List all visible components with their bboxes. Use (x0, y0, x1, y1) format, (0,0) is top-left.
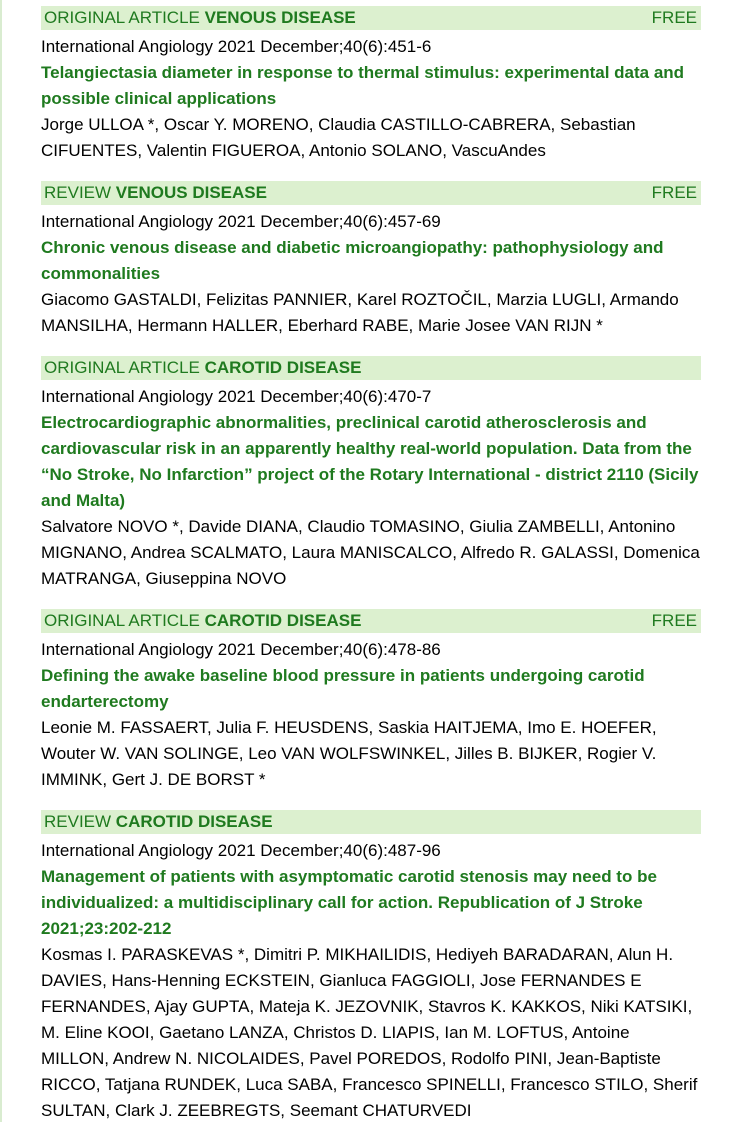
article-header (41, 609, 701, 633)
article-item (41, 181, 701, 339)
article-header (41, 356, 701, 380)
free-badge: FREE (651, 183, 697, 202)
article-authors: Kosmas I. PARASKEVAS *, Dimitri P. MIKHAILIDIS, Hediyeh BARADARAN, Alun H. DAVIES, Hans-Henning ECKSTEIN, Gianluca FAGGIOLI, Jose FERNANDES E FERNANDES, Ajay GUPTA, Mateja K. JEZOVNIK, Stavros K. KAKKOS, Niki KATSIKI, M. Eline KOOI, Gaetano LANZA, Christos D. LIAPIS, Ian M. LOFTUS, Antoine MILLON, Andrew N. NICOLAIDES, Pavel POREDOS, Rodolfo PINI, Jean-Baptiste RICCO, Tatjana RUNDEK, Luca SABA, Francesco SPINELLI, Francesco STILO, Sherif SULTAN, Clark J. ZEEBREGTS, Seemant CHATURVEDI (41, 945, 698, 1120)
free-badge: FREE (651, 611, 697, 630)
article-item (41, 356, 701, 592)
article-list (41, 6, 701, 1141)
article-citation: International Angiology 2021 December;40(6):470-7 (41, 387, 432, 406)
article-authors: Giacomo GASTALDI, Felizitas PANNIER, Karel ROZTOČIL, Marzia LUGLI, Armando MANSILHA, Hermann HALLER, Eberhard RABE, Marie Josee VAN RIJN * (41, 290, 679, 335)
article-item (41, 6, 701, 164)
article-citation: International Angiology 2021 December;40(6):457-69 (41, 212, 441, 231)
article-category: REVIEW CAROTID DISEASE (44, 812, 273, 831)
article-category: ORIGINAL ARTICLE CAROTID DISEASE (44, 358, 362, 377)
article-authors: Salvatore NOVO *, Davide DIANA, Claudio TOMASINO, Giulia ZAMBELLI, Antonino MIGNANO, Andrea SCALMATO, Laura MANISCALCO, Alfredo R. GALASSI, Domenica MATRANGA, Giuseppina NOVO (41, 517, 700, 588)
article-title-link[interactable]: Chronic venous disease and diabetic microangiopathy: pathophysiology and commonalities (41, 238, 664, 283)
article-header (41, 810, 701, 834)
left-border (0, 0, 2, 1122)
free-badge: FREE (651, 8, 697, 27)
article-header (41, 6, 701, 30)
article-header (41, 181, 701, 205)
article-title-link[interactable]: Electrocardiographic abnormalities, preclinical carotid atherosclerosis and cardiovascular risk in an apparently healthy real-world population. Data from the “No Stroke, No Infarction” project of the Rotary International - district 2110 (Sicily and Malta) (41, 413, 699, 510)
article-category: ORIGINAL ARTICLE VENOUS DISEASE (44, 8, 356, 27)
article-category: REVIEW VENOUS DISEASE (44, 183, 267, 202)
article-category: ORIGINAL ARTICLE CAROTID DISEASE (44, 611, 362, 630)
article-citation: International Angiology 2021 December;40(6):451-6 (41, 37, 432, 56)
article-title-link[interactable]: Defining the awake baseline blood pressure in patients undergoing carotid endarterectomy (41, 666, 645, 711)
article-item (41, 609, 701, 793)
article-title-link[interactable]: Management of patients with asymptomatic carotid stenosis may need to be individualized: a multidisciplinary call for action. Republication of J Stroke 2021;23:202-212 (41, 867, 657, 938)
article-citation: International Angiology 2021 December;40(6):487-96 (41, 841, 441, 860)
article-item (41, 810, 701, 1124)
article-title-link[interactable]: Telangiectasia diameter in response to thermal stimulus: experimental data and possible clinical applications (41, 63, 685, 108)
article-authors: Jorge ULLOA *, Oscar Y. MORENO, Claudia CASTILLO-CABRERA, Sebastian CIFUENTES, Valentin FIGUEROA, Antonio SOLANO, VascuAndes (41, 115, 636, 160)
article-authors: Leonie M. FASSAERT, Julia F. HEUSDENS, Saskia HAITJEMA, Imo E. HOEFER, Wouter W. VAN SOLINGE, Leo VAN WOLFSWINKEL, Jilles B. BIJKER, Rogier V. IMMINK, Gert J. DE BORST * (41, 718, 657, 789)
article-citation: International Angiology 2021 December;40(6):478-86 (41, 640, 441, 659)
